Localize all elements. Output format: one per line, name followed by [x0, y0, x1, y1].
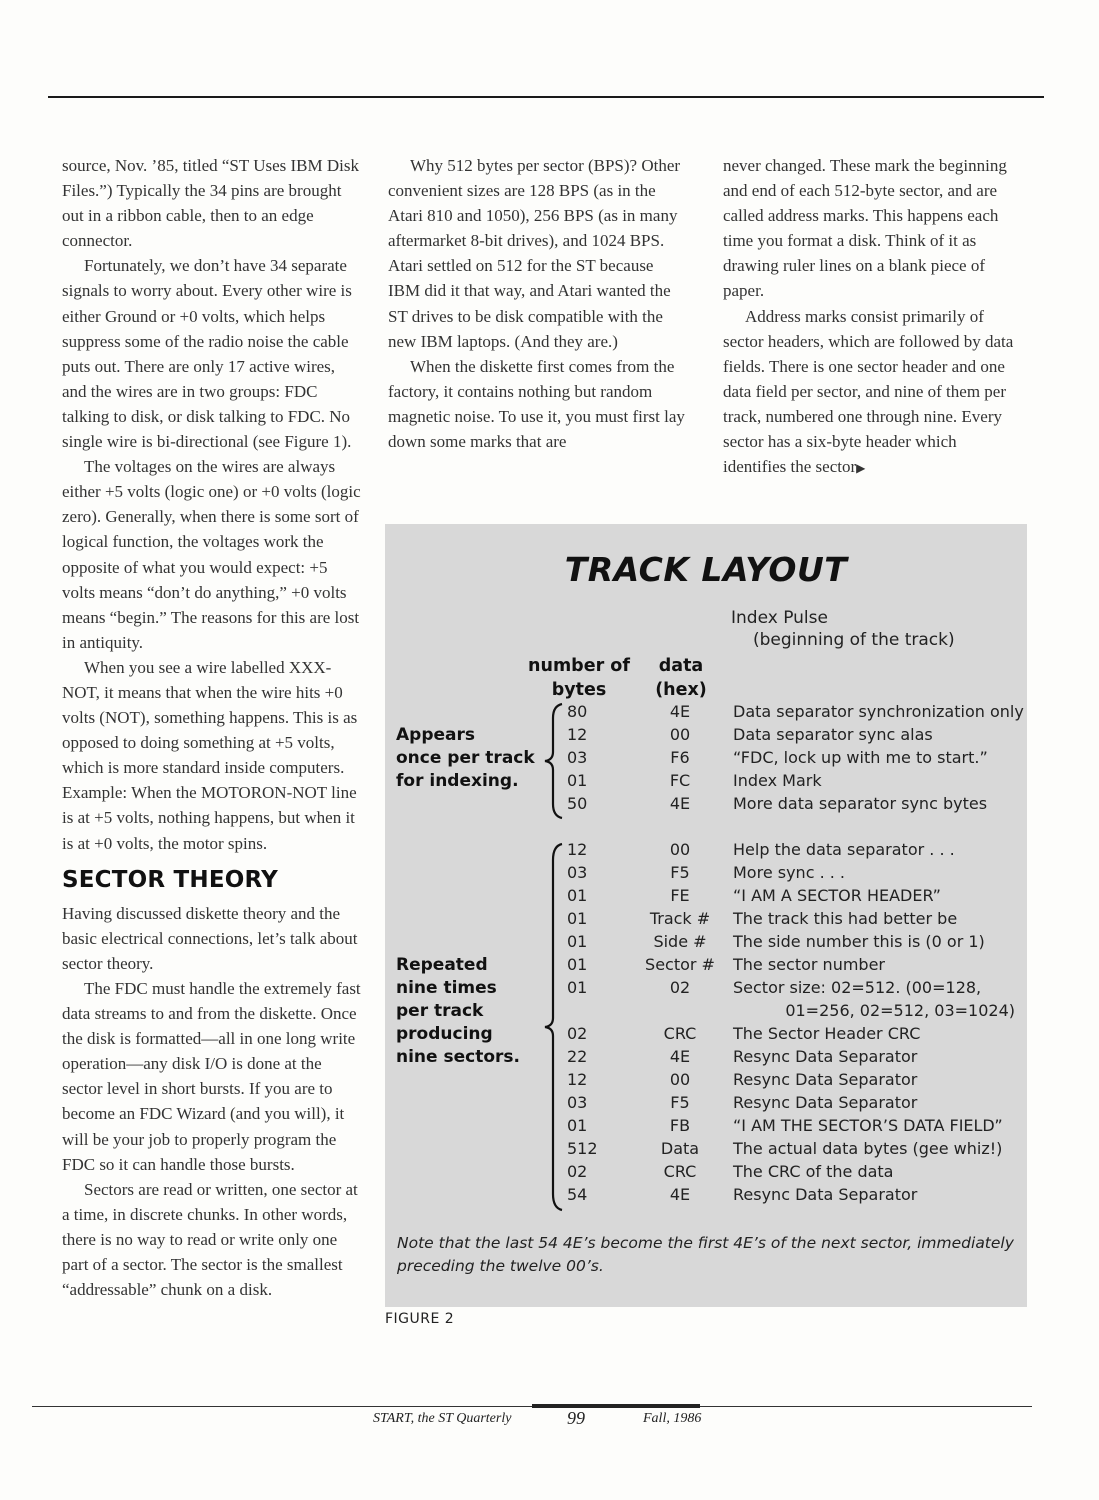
top-rule — [48, 96, 1044, 98]
table-row — [385, 702, 1027, 725]
table-row — [385, 840, 1027, 863]
bytes-cell: 01 — [567, 978, 588, 997]
table-row — [385, 1047, 1027, 1070]
hex-cell: 00 — [669, 840, 691, 859]
table-row — [385, 886, 1027, 909]
hex-cell: FE — [670, 886, 690, 905]
description-cell: Data separator sync alas — [733, 725, 933, 744]
paragraph: When the diskette first comes from the factory, it contains nothing but random magnetic noise. To use it, you must first lay down some marks that are — [388, 356, 685, 452]
bytes-cell: 50 — [567, 794, 588, 813]
bytes-cell: 01 — [567, 932, 588, 951]
group1-label-line: Appears — [396, 725, 475, 745]
hex-cell: Data — [660, 1139, 700, 1158]
table-row — [385, 955, 1027, 978]
table-row — [385, 1185, 1027, 1208]
data-column-header — [647, 654, 715, 702]
paragraph: Sectors are read or written, one sector at a time, in discrete chunks. In other words, there is no way to read or write only one part of a sector. The sector is the smallest “addressable” chunk on a disk. — [62, 1179, 358, 1300]
table-row — [385, 1116, 1027, 1139]
description-cell: The sector number — [733, 955, 885, 974]
description-cell: More data separator sync bytes — [733, 794, 988, 813]
bytes-cell: 12 — [567, 725, 588, 744]
hex-cell: F6 — [670, 748, 690, 767]
description-cell: “I AM THE SECTOR’S DATA FIELD” — [733, 1116, 1003, 1135]
table-row — [385, 748, 1027, 771]
table-row — [385, 794, 1027, 817]
bytes-cell: 03 — [567, 1093, 588, 1112]
description-cell: The CRC of the data — [733, 1162, 894, 1181]
hex-cell: CRC — [663, 1162, 697, 1181]
figure-caption: FIGURE 2 — [385, 1311, 455, 1327]
bytes-header-line2: bytes — [551, 680, 607, 700]
hex-cell: 02 — [669, 978, 691, 997]
group1-label-line: for indexing. — [396, 771, 519, 791]
description-cell: Index Mark — [733, 771, 822, 790]
description-cell: The Sector Header CRC — [733, 1024, 921, 1043]
paragraph: Why 512 bytes per sector (BPS)? Other convenient sizes are 128 BPS (as in the Atari 810 and 1050), 256 BPS (as in many aftermarket 8-bit drives), and 1024 BPS. Atari settled on 512 for the ST because IBM did it that way, and Atari wanted the ST drives to be disk compatible with the new IBM laptops. (And they are.) — [388, 156, 681, 351]
index-pulse-sublabel: (beginning of the track) — [753, 630, 955, 650]
table-row — [385, 1070, 1027, 1093]
footer-publication: START, the ST Quarterly — [373, 1411, 512, 1426]
bytes-cell: 54 — [567, 1185, 588, 1204]
hex-cell: F5 — [670, 863, 690, 882]
paragraph: The voltages on the wires are always either +5 volts (logic one) or +0 volts (logic zero). Generally, when there is some sort of logical function, the voltages work the opposite of what you would expect: +5 volts means “don’t do anything,” +0 volts means “begin.” The reasons for this are lost in antiquity. — [62, 457, 361, 652]
description-cell: Resync Data Separator — [733, 1093, 918, 1112]
hex-cell: 4E — [669, 1047, 691, 1066]
figure-note: Note that the last 54 4E’s become the first 4E’s of the next sector, immediately preceding the twelve 00’s. — [397, 1234, 1014, 1275]
hex-cell: 4E — [669, 794, 691, 813]
figure-title: TRACK LAYOUT — [564, 550, 848, 589]
article-column-1 — [62, 153, 362, 1302]
bytes-cell: 01 — [567, 909, 588, 928]
bytes-cell: 03 — [567, 863, 588, 882]
group2-label-line: nine times — [396, 978, 497, 998]
paragraph-text: Address marks consist primarily of sector headers, which are followed by data fields. There is one sector header and one data field per sector, and nine of them per track, numbered one through nine. Every sector has a six-byte header which identifies the sector — [723, 306, 1014, 477]
hex-cell: CRC — [663, 1024, 697, 1043]
hex-cell: Side # — [653, 932, 707, 951]
table-row — [385, 771, 1027, 794]
bytes-cell: 01 — [567, 955, 588, 974]
bytes-cell: 02 — [567, 1024, 588, 1043]
table-row — [385, 863, 1027, 886]
footer-page-number: 99 — [567, 1408, 585, 1428]
description-cell: The track this had better be — [733, 909, 958, 928]
index-pulse-label: Index Pulse — [731, 608, 828, 628]
hex-cell: 4E — [669, 1185, 691, 1204]
data-header-line2: (hex) — [655, 680, 707, 700]
footer-issue: Fall, 1986 — [643, 1411, 702, 1426]
table-row — [385, 978, 1027, 1001]
description-cell: Data separator synchronization only — [733, 702, 1024, 721]
table-row — [385, 1024, 1027, 1047]
hex-cell: 00 — [669, 725, 691, 744]
bytes-cell: 01 — [567, 886, 588, 905]
table-row — [385, 1093, 1027, 1116]
article-column-2 — [388, 153, 688, 454]
bytes-cell: 01 — [567, 771, 588, 790]
hex-cell: FB — [669, 1116, 691, 1135]
description-cell: Resync Data Separator — [733, 1185, 918, 1204]
description-cell: Resync Data Separator — [733, 1047, 918, 1066]
hex-cell: Track # — [649, 909, 711, 928]
description-cell: 01=256, 02=512, 03=1024) — [785, 1001, 1015, 1020]
hex-cell: Sector # — [645, 955, 715, 974]
track-layout-figure — [385, 524, 1027, 1307]
bytes-cell: 03 — [567, 748, 588, 767]
group1-label-line: once per track — [396, 748, 535, 768]
article-column-3 — [723, 153, 1023, 481]
description-cell: More sync . . . — [733, 863, 846, 882]
table-row — [385, 909, 1027, 932]
description-cell: The side number this is (0 or 1) — [733, 932, 985, 951]
description-cell: Resync Data Separator — [733, 1070, 918, 1089]
description-cell: Help the data separator . . . — [733, 840, 955, 859]
bytes-cell: 12 — [567, 1070, 588, 1089]
hex-cell: 4E — [669, 702, 691, 721]
bytes-cell: 512 — [567, 1139, 598, 1158]
paragraph: source, Nov. ’85, titled “ST Uses IBM Disk Files.”) Typically the 34 pins are brought out in a ribbon cable, then to an edge connector. — [62, 156, 360, 251]
table-row — [385, 1162, 1027, 1185]
bytes-cell: 02 — [567, 1162, 588, 1181]
bytes-cell: 01 — [567, 1116, 588, 1135]
bottom-rule-accent — [532, 1404, 700, 1408]
description-cell: Sector size: 02=512. (00=128, — [733, 978, 982, 997]
paragraph: When you see a wire labelled XXX-NOT, it means that when the wire hits +0 volts (NOT), something happens. This is as opposed to doing something at +5 volts, which is more standard inside computers. Example: When the MOTORON-NOT line is at +5 volts, nothing happens, but when it is at +0 volts, the motor spins. — [62, 657, 358, 853]
paragraph: The FDC must handle the extremely fast data streams to and from the diskette. Once the disk is formatted—all in one long write operation—any disk I/O is done at the sector level in short bursts. If you are to become an FDC Wizard (and you will), it will be your job to properly program the FDC so it can handle those bursts. — [62, 979, 361, 1174]
bytes-column-header — [517, 654, 641, 702]
hex-cell: F5 — [670, 1093, 690, 1112]
paragraph: Fortunately, we don’t have 34 separate signals to worry about. Every other wire is either Ground or +0 volts, which helps suppress some of the radio noise the cable puts out. There are only 17 active wires, and the wires are in two groups: FDC talking to disk, or disk talking to FDC. No single wire is bi-directional (see Figure 1). — [62, 256, 352, 452]
group2-label-line: Repeated — [396, 955, 488, 975]
section-heading: SECTOR THEORY — [62, 866, 279, 893]
bytes-header-line1: number of — [528, 656, 630, 676]
table-row — [385, 1139, 1027, 1162]
bytes-cell: 80 — [567, 702, 588, 721]
paragraph: never changed. These mark the beginning and end of each 512-byte sector, and are called address marks. This happens each time you format a disk. Think of it as drawing ruler lines on a blank piece of paper. — [723, 156, 1007, 301]
paragraph — [723, 304, 1023, 482]
table-row — [385, 932, 1027, 955]
table-row — [385, 1001, 1027, 1024]
hex-cell: FC — [669, 771, 691, 790]
hex-cell: 00 — [669, 1070, 691, 1089]
group2-label-line: nine sectors. — [396, 1047, 520, 1067]
description-cell: “I AM A SECTOR HEADER” — [733, 886, 941, 905]
bytes-cell: 22 — [567, 1047, 588, 1066]
description-cell: The actual data bytes (gee whiz!) — [733, 1139, 1003, 1158]
group2-label-line: producing — [396, 1024, 493, 1044]
group2-label-line: per track — [396, 1001, 484, 1021]
continue-arrow-icon: ▶ — [856, 461, 866, 476]
data-header-line1: data — [658, 656, 704, 676]
paragraph: Having discussed diskette theory and the basic electrical connections, let’s talk about sector theory. — [62, 903, 358, 973]
description-cell: “FDC, lock up with me to start.” — [733, 748, 988, 767]
table-row — [385, 725, 1027, 748]
bytes-cell: 12 — [567, 840, 588, 859]
